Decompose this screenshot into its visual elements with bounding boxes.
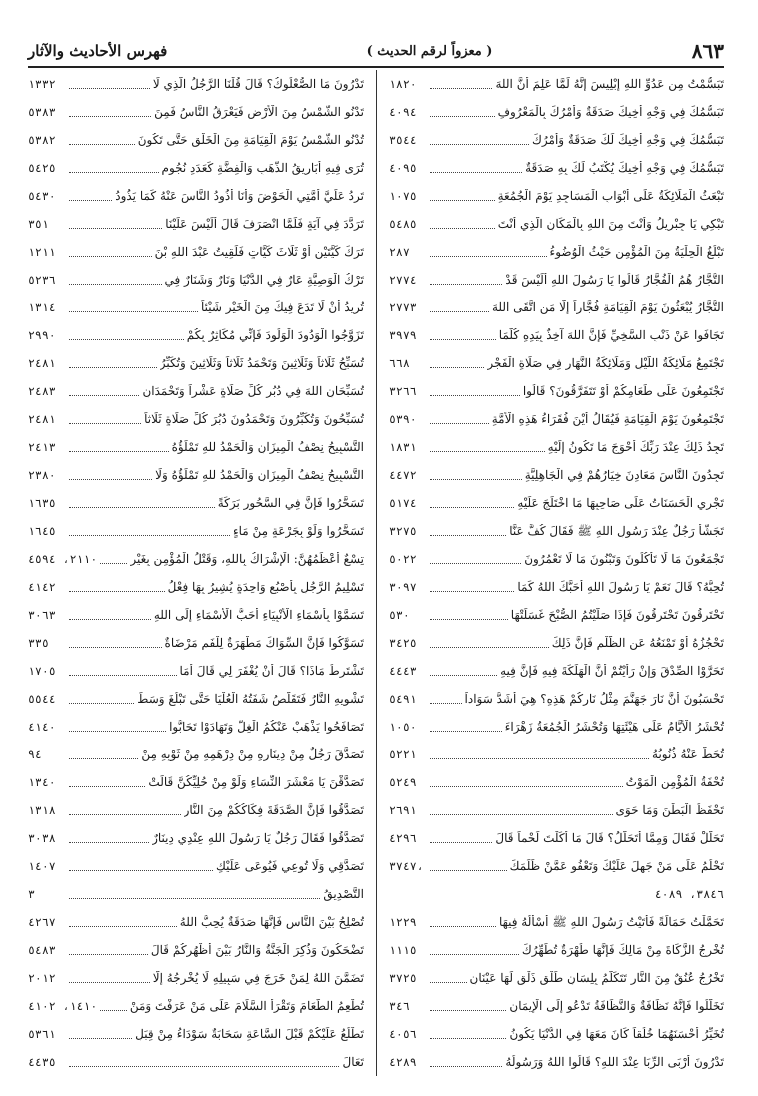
index-entry bbox=[28, 741, 364, 769]
index-entry bbox=[28, 70, 364, 98]
entry-text: تَحْجُزُهُ أَوْ تَمْنَعُهُ عَنِ الظُّلْمِ فَإِنَّ ذَلِكَ bbox=[551, 635, 724, 650]
leader-dots bbox=[69, 869, 213, 871]
index-entry bbox=[28, 238, 364, 266]
hadith-number: ١٣١٤ bbox=[28, 300, 56, 315]
hadith-number: ٥٤٩١ bbox=[389, 691, 417, 706]
entry-text: تَزَوَّجُوا الْوَدُودَ الْوَلُودَ فَإِنِّي مُكَاثِرٌ بِكُمْ bbox=[186, 328, 364, 343]
hadith-number: ١٠٧٥ bbox=[389, 188, 417, 203]
index-entry bbox=[28, 713, 364, 741]
index-entry bbox=[28, 852, 364, 880]
book-title: فهرس الأحاديث والآثار bbox=[28, 42, 168, 60]
index-entry bbox=[389, 461, 724, 489]
leader-dots bbox=[430, 702, 462, 704]
entry-text: تَخْرُجُ عُنُقٌ مِنَ النَّارِ تَتَكَلَّمُ بِلِسَانٍ طَلْقٍ ذَلْقٍ لَهَا عَيْنَانِ bbox=[469, 970, 724, 985]
index-entry bbox=[389, 154, 724, 182]
index-entry bbox=[28, 601, 364, 629]
hadith-number: ١٣١٨ bbox=[28, 803, 56, 818]
entry-text: التُّجَّارُ هُمُ الْفُجَّارُ قَالُوا يَا رَسُولَ اللهِ أَلَيْسَ قَدْ bbox=[505, 272, 724, 287]
hadith-number: ١٠٥٠ bbox=[389, 719, 417, 734]
leader-dots bbox=[69, 1037, 132, 1039]
leader-dots bbox=[430, 953, 519, 955]
entry-text: التَّسْبِيحُ نِصْفُ الْمِيزَانِ وَالْحَمْدُ للهِ تَمْلَؤُهُ وَلَا bbox=[155, 468, 364, 483]
leader-dots bbox=[69, 422, 141, 424]
hadith-number: ٣٨٤٦، ٤٠٨٩ bbox=[654, 887, 724, 902]
entry-text: تَرَكَ كَيَّتَيْنِ أَوْ ثَلَاثَ كَيَّاتٍ فَلَقِيتُ عَبْدَ اللهِ بْنَ bbox=[154, 244, 364, 259]
entry-text: تَجْتَمِعُونَ عَلَى طَعَامِكُمْ أَوْ تَتَفَرَّقُونَ؟ قَالُوا bbox=[522, 384, 724, 399]
index-entry bbox=[28, 126, 364, 154]
leader-dots bbox=[430, 1037, 506, 1039]
hadith-number: ٥٣٠ bbox=[389, 607, 410, 622]
index-entry bbox=[389, 70, 724, 98]
index-entry bbox=[28, 377, 364, 405]
index-entry bbox=[389, 1020, 724, 1048]
leader-dots bbox=[430, 1009, 506, 1011]
index-entry bbox=[389, 573, 724, 601]
entry-text: تُحْفَةُ الْمُؤْمِنِ الْمَوْتُ bbox=[625, 775, 724, 790]
entry-text: تَجِدُ ذَلِكَ عِنْدَ رَبِّكَ أَحْوَجَ مَا تَكُونُ إِلَيْهِ bbox=[547, 440, 724, 455]
index-columns bbox=[28, 70, 724, 1076]
entry-text: تَسَوَّكُوا فَإِنَّ السِّوَاكَ مَطْهَرَةٌ لِلْفَمِ مَرْضَاةٌ bbox=[164, 635, 364, 650]
index-entry bbox=[28, 908, 364, 936]
index-entry bbox=[389, 1048, 724, 1076]
hadith-number: ٣٠٣٨ bbox=[28, 831, 56, 846]
leader-dots bbox=[69, 255, 152, 257]
hadith-number: ٤٢٩٦ bbox=[389, 831, 417, 846]
entry-text: تَحْلُمُ عَلَى مَنْ جَهِلَ عَلَيْكَ وَتَعْفُو عَمَّنْ ظَلَمَكَ bbox=[509, 859, 724, 874]
leader-dots bbox=[430, 255, 547, 257]
leader-dots bbox=[430, 562, 521, 564]
entry-text: تَبَسُّمْتُ مِن عَدُوِّ اللهِ إِبْلِيسَ إِنَّهُ لَمَّا عَلِمَ أَنَّ اللهَ bbox=[495, 76, 724, 91]
index-entry bbox=[389, 964, 724, 992]
hadith-number: ٢٧٧٤ bbox=[389, 272, 417, 287]
hadith-number: ٣٧٤٧، bbox=[389, 859, 424, 874]
leader-dots bbox=[430, 590, 514, 592]
leader-dots bbox=[430, 534, 506, 536]
hadith-number: ٦٦٨ bbox=[389, 356, 410, 371]
hadith-number: ٥٣٩٠ bbox=[389, 412, 417, 427]
entry-text: تَصَدَّقِي وَلَا تُوعِي فَيُوعَى عَلَيْكِ bbox=[216, 859, 364, 874]
index-entry bbox=[389, 545, 724, 573]
hadith-number: ٥٤٣٠ bbox=[28, 188, 56, 203]
hadith-number: ١٣٤٠ bbox=[28, 775, 56, 790]
index-entry bbox=[28, 964, 364, 992]
entry-text: تَضَمَّنَ اللهُ لِمَنْ خَرَجَ فِي سَبِيلِهِ لَا يُخْرِجُهُ إِلَّا bbox=[152, 970, 364, 985]
entry-text: تَشْوِيهِ النَّارُ فَتَقَلَّصُ شَفَتُهُ الْعُلْيَا حَتَّى تَبْلُغَ وَسَطَ bbox=[137, 691, 364, 706]
entry-text: تَطْلُعُ عَلَيْكُمْ قَبْلَ السَّاعَةِ سَحَابَةٌ سَوْدَاءُ مِنْ قِبَلِ bbox=[135, 1026, 364, 1041]
hadith-number: ٣٠٩٧ bbox=[389, 579, 417, 594]
leader-dots bbox=[69, 730, 166, 732]
hadith-number: ٩٤ bbox=[28, 747, 42, 762]
index-entry bbox=[389, 126, 724, 154]
index-entry bbox=[389, 210, 724, 238]
leader-dots bbox=[69, 813, 181, 815]
entry-text: تَبَسُّمُكَ فِي وَجْهِ أَخِيكَ يُكْتَبُ لَكَ بِهِ صَدَقَةٌ bbox=[525, 160, 724, 175]
index-entry bbox=[28, 98, 364, 126]
entry-text: تَشْتَرِطُ مَاذَا؟ قَالَ أَنْ يُغْفَرَ لِي قَالَ أَمَا bbox=[179, 663, 364, 678]
index-entry bbox=[28, 517, 364, 545]
index-entry bbox=[389, 657, 724, 685]
hadith-number: ١٨٢٠ bbox=[389, 76, 417, 91]
leader-dots bbox=[69, 394, 139, 396]
entry-text: التَّصْدِيقُ bbox=[323, 887, 364, 902]
index-entry bbox=[389, 321, 724, 349]
index-entry bbox=[389, 182, 724, 210]
hadith-number: ٢٧٧٣ bbox=[389, 300, 417, 315]
leader-dots bbox=[69, 199, 112, 201]
index-entry bbox=[28, 489, 364, 517]
hadith-number: ٣٤٦ bbox=[389, 998, 410, 1013]
leader-dots bbox=[69, 674, 177, 676]
entry-text: تُطْعِمُ الطَّعَامَ وَتَقْرَأُ السَّلَامَ عَلَى مَنْ عَرَفْتَ وَمَنْ bbox=[129, 998, 364, 1013]
leader-dots bbox=[430, 618, 508, 620]
hadith-number: ١٤٠٧ bbox=[28, 859, 56, 874]
leader-dots bbox=[430, 338, 496, 340]
leader-dots bbox=[430, 87, 492, 89]
leader-dots bbox=[69, 841, 149, 843]
index-entry bbox=[28, 1048, 364, 1076]
leader-dots bbox=[69, 590, 165, 592]
entry-text: تَحَمَّلْتُ حَمَالَةً فَأَتَيْتُ رَسُولَ اللهِ ﷺ أَسْأَلُهُ فِيهَا bbox=[498, 915, 724, 930]
entry-text: تَبْكِي يَا جِبْرِيلُ وَأَنْتَ مِنَ اللهِ بِالْمَكَانِ الَّذِي أَنْتَ bbox=[497, 216, 724, 231]
leader-dots bbox=[430, 925, 496, 927]
index-entry bbox=[389, 741, 724, 769]
index-entry bbox=[389, 629, 724, 657]
hadith-number: ٣٩٧٩ bbox=[389, 328, 417, 343]
entry-text: تَسَمَّوْا بِأَسْمَاءِ الْأَنْبِيَاءِ أَحَبُّ الْأَسْمَاءِ إِلَى اللهِ bbox=[153, 607, 364, 622]
entry-text: تُدْنُو الشَّمْسُ يَوْمَ الْقِيَامَةِ مِنَ الْخَلْقِ حَتَّى تَكُونَ bbox=[137, 132, 364, 147]
leader-dots bbox=[430, 450, 545, 452]
entry-text: تَجْرِي الْحَسَنَاتُ عَلَى صَاحِبِهَا مَا اخْتَلَجَ عَلَيْهِ bbox=[517, 496, 724, 511]
leader-dots bbox=[69, 618, 151, 620]
index-entry bbox=[28, 796, 364, 824]
entry-text: تَصَدَّقُوا فَقَالَ رَجُلٌ يَا رَسُولَ اللهِ عِنْدِي دِينَارٌ bbox=[152, 831, 364, 846]
index-entry bbox=[389, 685, 724, 713]
entry-text: تَرْكُ الْوَصِيَّةِ عَارٌ فِي الدُّنْيَا وَنَارٌ وَشَنَارٌ فِي bbox=[164, 272, 364, 287]
entry-text: تَعَالَ bbox=[342, 1054, 364, 1069]
hadith-number: ٥٢٢١ bbox=[389, 747, 417, 762]
leader-dots bbox=[430, 171, 522, 173]
leader-dots bbox=[430, 143, 529, 145]
leader-dots bbox=[430, 757, 649, 759]
hadith-number: ٣٢٧٥ bbox=[389, 523, 417, 538]
hadith-number: ٣٣٥ bbox=[28, 635, 49, 650]
leader-dots bbox=[69, 981, 150, 983]
entry-text: تَصَافَحُوا يَذْهَبْ عَنْكُمُ الْغِلُّ وَتَهَادَوْا تَحَابُّوا bbox=[169, 719, 364, 734]
hadith-number: ٤٤٧٢ bbox=[389, 468, 417, 483]
index-entry bbox=[28, 433, 364, 461]
entry-text: تُصْلِحُ بَيْنَ النَّاسِ فَإِنَّهَا صَدَقَةٌ يُحِبُّ اللهُ bbox=[179, 915, 364, 930]
hadith-number: ٢٦٩١ bbox=[389, 803, 417, 818]
leader-dots bbox=[430, 366, 484, 368]
index-entry bbox=[28, 824, 364, 852]
leader-dots bbox=[430, 199, 495, 201]
index-entry bbox=[389, 489, 724, 517]
index-entry bbox=[28, 545, 364, 573]
hadith-number: ٥٠٢٢ bbox=[389, 551, 417, 566]
index-entry bbox=[28, 992, 364, 1020]
entry-text: تُخْرِجُ الزَّكَاةَ مِنْ مَالِكَ فَإِنَّهَا طُهْرَةٌ تُطَهِّرُكَ bbox=[521, 943, 724, 958]
page-subtitle: ( معزواً لرقم الحديث ) bbox=[366, 43, 493, 59]
index-entry bbox=[389, 852, 724, 880]
hadith-number: ١٦٣٥ bbox=[28, 496, 56, 511]
entry-text: تُسَبِّحُونَ وَتُكَبِّرُونَ وَتَحْمَدُونَ دُبُرَ كُلِّ صَلَاةٍ ثَلَاثاً bbox=[144, 412, 364, 427]
hadith-number: ١٤١٠، ٤١٠٢ bbox=[28, 998, 98, 1013]
index-entry bbox=[28, 573, 364, 601]
leader-dots bbox=[430, 478, 522, 480]
entry-text: تَجَشَّأَ رَجُلٌ عِنْدَ رَسُولِ اللهِ ﷺ فَقَالَ كُفَّ عَنَّا bbox=[509, 523, 724, 538]
hadith-number: ٣٥١ bbox=[28, 216, 49, 231]
leader-dots bbox=[430, 674, 497, 676]
leader-dots bbox=[430, 422, 489, 424]
hadith-number: ٤٤٤٣ bbox=[389, 663, 417, 678]
leader-dots bbox=[430, 646, 549, 648]
hadith-number: ٢٤٨١ bbox=[28, 356, 56, 371]
leader-dots bbox=[100, 1009, 127, 1011]
entry-text: تُحِبُّهُ؟ قَالَ نَعَمْ يَا رَسُولَ اللهِ أَحَبَّكَ اللهُ كَمَا bbox=[517, 579, 724, 594]
index-entry bbox=[28, 657, 364, 685]
leader-dots bbox=[69, 227, 162, 229]
entry-text: تَجْتَمِعُونَ يَوْمَ الْقِيَامَةِ فَيُقَالُ أَيْنَ فُقَرَاءُ هَذِهِ الْأُمَّةِ bbox=[491, 412, 724, 427]
entry-text: تَصَدَّقُوا فَإِنَّ الصَّدَقَةَ فِكَاكُكُمْ مِنَ النَّارِ bbox=[183, 803, 364, 818]
leader-dots bbox=[69, 646, 162, 648]
index-entry bbox=[389, 992, 724, 1020]
leader-dots bbox=[69, 897, 320, 899]
entry-text: تَحَرَّوْا الصِّدْقَ وَإِنْ رَأَيْتُمْ أَنَّ الْهَلَكَةَ فِيهِ فَإِنَّ فِيهِ bbox=[500, 663, 724, 678]
entry-text: تَرِدُ عَلَيَّ أُمَّتِي الْحَوْضَ وَأَنَا أَذُودُ النَّاسَ عَنْهُ كَمَا يَذُودُ bbox=[115, 188, 364, 203]
hadith-number: ٣٥٤٤ bbox=[389, 132, 417, 147]
hadith-number: ٤٤٣٥ bbox=[28, 1054, 56, 1069]
hadith-number: ٢٣٨٠ bbox=[28, 468, 56, 483]
leader-dots bbox=[430, 506, 514, 508]
index-entry bbox=[389, 98, 724, 126]
index-entry bbox=[389, 713, 724, 741]
hadith-number: ٤٠٩٤ bbox=[389, 104, 417, 119]
leader-dots bbox=[69, 115, 151, 117]
entry-text: تِسْعٌ أَعْظَمُهُنَّ: الْإِشْرَاكُ بِاللهِ، وَقَتْلُ الْمُؤْمِنِ بِغَيْرِ bbox=[130, 551, 364, 566]
entry-text: تَدْنُو الشَّمْسُ مِنَ الْأَرْضِ فَيَعْرَقُ النَّاسُ فَمِنَ bbox=[154, 104, 364, 119]
entry-text: تَجْمَعُونَ مَا لَا تَأْكُلُونَ وَتَبْنُونَ مَا لَا تَعْمُرُونَ bbox=[524, 551, 724, 566]
leader-dots bbox=[430, 785, 623, 787]
index-entry bbox=[28, 210, 364, 238]
hadith-number: ٤٠٥٦ bbox=[389, 1026, 417, 1041]
entry-text: تُرَى فِيهِ أَبَارِيقُ الذَّهَبِ وَالْفِضَّةِ كَعَدَدِ نُجُومِ bbox=[161, 160, 364, 175]
entry-text: تَصَدَّقْنَ يَا مَعْشَرَ النِّسَاءِ وَلَوْ مِنْ حُلِيِّكُنَّ قَالَتْ bbox=[148, 775, 364, 790]
hadith-number: ٥٣٨٣ bbox=[28, 104, 56, 119]
entry-text: تَضْحَكُونَ وَذُكِرَ الْجَنَّةُ وَالنَّارُ بَيْنَ أَظْهُرِكُمْ قَالَ bbox=[150, 943, 364, 958]
leader-dots bbox=[69, 785, 145, 787]
index-entry bbox=[389, 796, 724, 824]
leader-dots bbox=[430, 841, 492, 843]
leader-dots bbox=[69, 506, 215, 508]
entry-text: تَجِدُونَ النَّاسَ مَعَادِنَ خِيَارُهُمْ فِي الْجَاهِلِيَّةِ bbox=[524, 468, 724, 483]
hadith-number: ١٧٠٥ bbox=[28, 663, 56, 678]
leader-dots bbox=[69, 478, 152, 480]
hadith-number: ٤١٤٠ bbox=[28, 719, 56, 734]
hadith-number: ٢٠١٢ bbox=[28, 970, 56, 985]
hadith-number: ١٢٢٩ bbox=[389, 915, 417, 930]
hadith-number: ٣٠٦٣ bbox=[28, 607, 56, 622]
hadith-number: ٤١٤٢ bbox=[28, 579, 56, 594]
index-entry bbox=[389, 601, 724, 629]
index-entry bbox=[28, 685, 364, 713]
entry-text: تَدْرُونَ أَرْبَى الرِّبَا عِنْدَ اللهِ؟ قَالُوا اللهُ وَرَسُولُهُ bbox=[505, 1054, 724, 1069]
leader-dots bbox=[69, 338, 184, 340]
hadith-number: ٢٨٧ bbox=[389, 244, 410, 259]
right-column bbox=[376, 70, 724, 1076]
index-entry bbox=[389, 880, 724, 908]
hadith-number: ٥٤٨٣ bbox=[28, 943, 56, 958]
entry-text: تُسَبِّحُ ثَلَاثاً وَثَلَاثِينَ وَتَحْمَدُ ثَلَاثاً وَثَلَاثِينَ وَتُكَبِّرُ bbox=[159, 356, 364, 371]
entry-text: تَسَحَّرُوا فَإِنَّ فِي السَّحُورِ بَرَكَةً bbox=[217, 496, 364, 511]
index-entry bbox=[28, 880, 364, 908]
index-entry bbox=[28, 768, 364, 796]
hadith-number: ٢٤٨١ bbox=[28, 412, 56, 427]
hadith-number: ٥٤٢٥ bbox=[28, 160, 56, 175]
entry-text: تَحْسَبُونَ أَنَّ نَارَ جَهَنَّمَ مِثْلُ نَارِكُمْ هَذِهِ؟ هِيَ أَشَدُّ سَوَاداً bbox=[464, 691, 724, 706]
entry-text: تَجْتَمِعُ مَلَائِكَةُ اللَّيْلِ وَمَلَائِكَةُ النَّهَارِ فِي صَلَاةِ الْفَجْرِ bbox=[487, 356, 724, 371]
hadith-number: ٤٢٨٩ bbox=[389, 1054, 417, 1069]
index-entry bbox=[389, 266, 724, 294]
leader-dots bbox=[430, 981, 467, 983]
left-column bbox=[28, 70, 376, 1076]
hadith-number: ٥٥٤٤ bbox=[28, 691, 56, 706]
index-entry bbox=[389, 405, 724, 433]
leader-dots bbox=[69, 143, 135, 145]
entry-text: تَجَافَوا عَنْ ذَنْبِ السَّخِيِّ فَإِنَّ اللهَ آخِذٌ بِيَدِهِ كُلَّمَا bbox=[498, 328, 724, 343]
hadith-number: ٢٩٩٠ bbox=[28, 328, 56, 343]
entry-text: تَحْتَرِقُونَ تَحْتَرِقُونَ فَإِذَا صَلَّيْتُمُ الصُّبْحَ غَسَلَتْهَا bbox=[510, 607, 724, 622]
index-entry bbox=[389, 908, 724, 936]
index-entry bbox=[28, 321, 364, 349]
entry-text: تُسَبِّحَانِ اللهَ فِي دُبُرِ كُلِّ صَلَاةٍ عَشْراً وَتَحْمَدَانِ bbox=[142, 384, 364, 399]
entry-text: تَبْعَثُ الْمَلَائِكَةُ عَلَى أَبْوَابِ الْمَسَاجِدِ يَوْمَ الْجُمُعَةِ bbox=[497, 188, 724, 203]
index-entry bbox=[389, 238, 724, 266]
index-entry bbox=[28, 461, 364, 489]
hadith-number: ٤٠٩٥ bbox=[389, 160, 417, 175]
leader-dots bbox=[430, 730, 502, 732]
index-entry bbox=[389, 936, 724, 964]
entry-text: تَبْلُغُ الْحِلْيَةُ مِنَ الْمُؤْمِنِ حَيْثُ الْوُضُوءُ bbox=[549, 244, 724, 259]
hadith-number: ٤٢٦٧ bbox=[28, 915, 56, 930]
entry-text: تَسْلِيمُ الرَّجُلِ بِأُصْبُعٍ وَاحِدَةٍ يُشِيرُ بِهَا فِعْلُ bbox=[167, 579, 364, 594]
leader-dots bbox=[69, 702, 134, 704]
hadith-number: ٢٤٨٣ bbox=[28, 384, 56, 399]
leader-dots bbox=[69, 283, 162, 285]
entry-text: التُّجَّارُ يُبْعَثُونَ يَوْمَ الْقِيَامَةِ فُجَّاراً إِلَّا مَنِ اتَّقَى اللهَ bbox=[491, 300, 724, 315]
entry-text: تَحَلَّلْ فَقَالَ وَمِمَّا أَتَحَلَّلُ؟ قَالَ مَا أَكَلْتَ لَحْماً قَالَ bbox=[495, 831, 724, 846]
hadith-number: ١٦٤٥ bbox=[28, 523, 56, 538]
page-header bbox=[28, 36, 724, 68]
hadith-number: ٣٧٢٥ bbox=[389, 970, 417, 985]
index-entry bbox=[28, 629, 364, 657]
hadith-number: ١١١٥ bbox=[389, 943, 417, 958]
index-entry bbox=[389, 377, 724, 405]
entry-text: التَّسْبِيحُ نِصْفُ الْمِيزَانِ وَالْحَمْدُ للهِ تَمْلَؤُهُ bbox=[171, 440, 364, 455]
leader-dots bbox=[69, 757, 138, 759]
leader-dots bbox=[100, 562, 127, 564]
index-entry bbox=[28, 154, 364, 182]
leader-dots bbox=[430, 394, 520, 396]
leader-dots bbox=[430, 1065, 502, 1067]
leader-dots bbox=[69, 87, 150, 89]
entry-text: تُخَيِّرُ أَحْسَنَهُمَا خُلُقاً كَانَ مَعَهَا فِي الدُّنْيَا يَكُونُ bbox=[509, 1026, 724, 1041]
index-entry bbox=[389, 824, 724, 852]
leader-dots bbox=[430, 227, 495, 229]
leader-dots bbox=[69, 1065, 339, 1067]
leader-dots bbox=[69, 534, 230, 536]
index-entry bbox=[389, 768, 724, 796]
entry-text: تَدْرُونَ مَا الصُّعْلُوكُ؟ قَالَ قُلْنَا الرَّجُلُ الَّذِي لَا bbox=[152, 76, 364, 91]
entry-text: تَصَدَّقَ رَجُلٌ مِنْ دِينَارِهِ مِنْ دِرْهَمِهِ مِنْ ثَوْبِهِ مِنْ bbox=[141, 747, 364, 762]
leader-dots bbox=[430, 813, 613, 815]
leader-dots bbox=[430, 869, 507, 871]
hadith-number: ٥٢٤٩ bbox=[389, 775, 417, 790]
index-entry bbox=[28, 1020, 364, 1048]
entry-text: تُحَطُّ عَنْهُ ذُنُوبُهُ bbox=[652, 747, 724, 762]
entry-text: تُحْشَرُ الْأَيَّامُ عَلَى هَيْئَتِهَا وَتُحْشَرُ الْجُمُعَةُ زَهْرَاءَ bbox=[504, 719, 724, 734]
hadith-number: ٢٤١٣ bbox=[28, 440, 56, 455]
entry-text: تَبَسُّمُكَ فِي وَجْهِ أَخِيكَ صَدَقَةٌ وَأَمْرُكَ بِالْمَعْرُوفِ bbox=[497, 104, 724, 119]
hadith-number: ٣ bbox=[28, 887, 35, 902]
leader-dots bbox=[69, 953, 148, 955]
leader-dots bbox=[69, 925, 177, 927]
entry-text: تَحْفَظُ الْبَطْنَ وَمَا حَوَى bbox=[615, 803, 724, 818]
index-entry bbox=[389, 294, 724, 322]
index-entry bbox=[28, 349, 364, 377]
hadith-number: ٢١١٠، ٤٥٩٤ bbox=[28, 551, 98, 566]
index-entry bbox=[389, 349, 724, 377]
index-entry bbox=[28, 936, 364, 964]
hadith-number: ٣٢٦٦ bbox=[389, 384, 417, 399]
index-entry bbox=[28, 266, 364, 294]
hadith-number: ٥٢٣٦ bbox=[28, 272, 56, 287]
entry-text: تَرَدَّدَ فِي آيَةٍ فَلَمَّا انْصَرَفَ قَالَ أَلَيْسَ عَلَيْنَا bbox=[165, 216, 364, 231]
leader-dots bbox=[69, 310, 198, 312]
leader-dots bbox=[430, 115, 495, 117]
hadith-number: ٣٤٢٥ bbox=[389, 635, 417, 650]
entry-text: تُرِيدُ أَنْ لَا تَدَعَ فِيكَ مِنَ الْخَيْرِ شَيْئاً bbox=[200, 300, 364, 315]
leader-dots bbox=[430, 283, 502, 285]
hadith-number: ١٨٣١ bbox=[389, 440, 417, 455]
entry-text: تَبَسُّمُكَ فِي وَجْهِ أَخِيكَ لَكَ صَدَقَةٌ وَأَمْرُكَ bbox=[532, 132, 724, 147]
hadith-number: ٥٣٨٢ bbox=[28, 132, 56, 147]
index-entry bbox=[28, 182, 364, 210]
hadith-number: ٥٣٦١ bbox=[28, 1026, 56, 1041]
index-entry bbox=[389, 517, 724, 545]
leader-dots bbox=[69, 366, 157, 368]
leader-dots bbox=[430, 310, 489, 312]
index-entry bbox=[389, 433, 724, 461]
index-entry bbox=[28, 294, 364, 322]
hadith-number: ١٣٣٢ bbox=[28, 76, 56, 91]
leader-dots bbox=[69, 450, 169, 452]
leader-dots bbox=[69, 171, 159, 173]
hadith-number: ١٢١١ bbox=[28, 244, 56, 259]
entry-text: تَخَلَّلُوا فَإِنَّهُ نَظَافَةٌ وَالنَّظَافَةُ تَدْعُو إِلَى الْإِيمَانِ bbox=[509, 998, 724, 1013]
hadith-number: ٥١٧٤ bbox=[389, 496, 417, 511]
page-number: ٨٦٣ bbox=[691, 39, 724, 63]
hadith-number: ٥٤٨٥ bbox=[389, 216, 417, 231]
index-entry bbox=[28, 405, 364, 433]
entry-text: تَسَحَّرُوا وَلَوْ بِجَرْعَةٍ مِنْ مَاءٍ bbox=[232, 523, 364, 538]
